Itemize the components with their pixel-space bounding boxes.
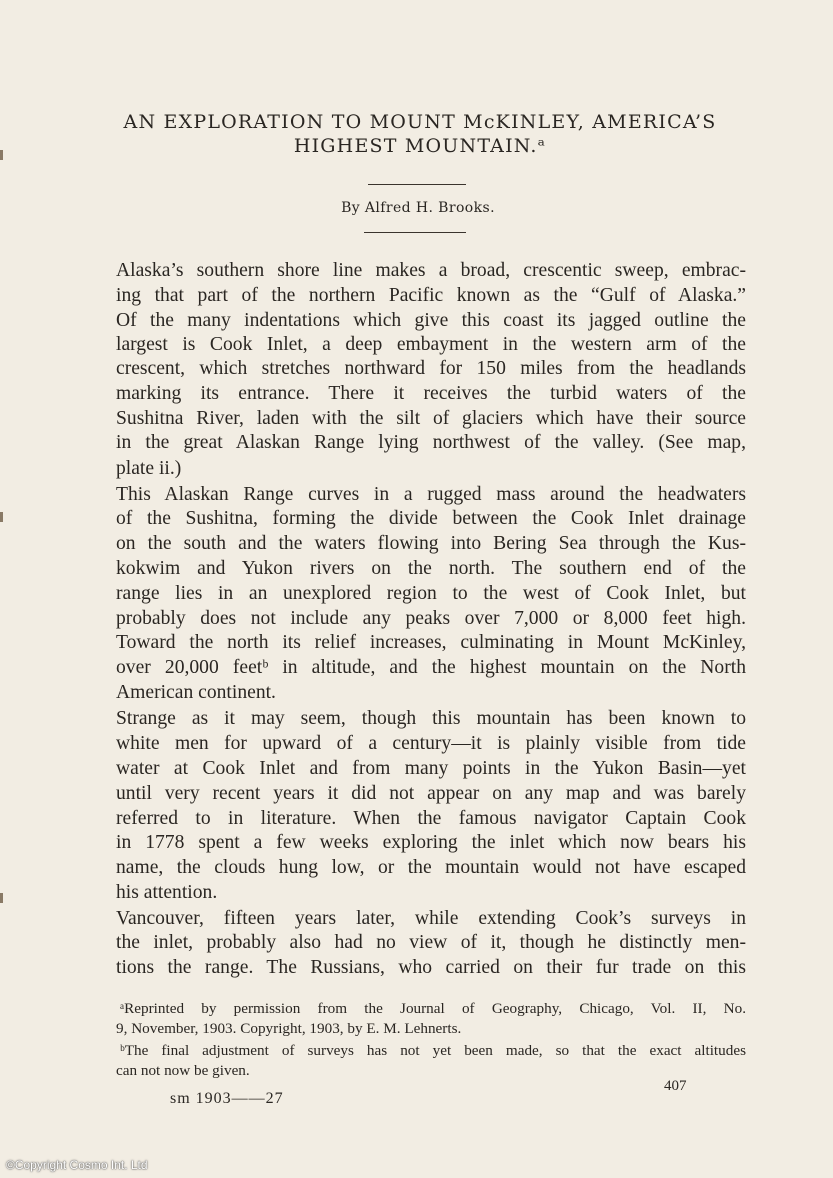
body-line: ing that part of the northern Pacific known as the “Gulf of Alaska.” — [116, 285, 746, 306]
footnote-line: ᵇThe final adjustment of surveys has not yet been made, so that the exact altitudes — [120, 1042, 746, 1059]
body-line: his attention. — [116, 882, 218, 903]
body-line: probably does not include any peaks over 7,000 or 8,000 feet high. — [116, 608, 746, 629]
body-line: in 1778 spent a few weeks exploring the inlet which now bears his — [116, 832, 746, 853]
article-title-line-1: AN EXPLORATION TO MOUNT McKINLEY, AMERICA’S — [123, 111, 717, 133]
body-line: largest is Cook Inlet, a deep embayment in the western arm of the — [116, 334, 746, 355]
body-line: tions the range. The Russians, who carried on their fur trade on this — [116, 957, 746, 978]
body-line: Of the many indentations which give this coast its jagged outline the — [116, 310, 746, 331]
body-line: the inlet, probably also had no view of it, though he distinctly men- — [116, 932, 746, 953]
body-line: Vancouver, fifteen years later, while extending Cook’s surveys in — [116, 908, 746, 929]
body-line: water at Cook Inlet and from many points in the Yukon Basin—yet — [116, 758, 746, 779]
body-line: plate ii.) — [116, 458, 182, 479]
body-line: Toward the north its relief increases, culminating in Mount McKinley, — [116, 632, 746, 653]
body-line: marking its entrance. There it receives the turbid waters of the — [116, 383, 746, 404]
body-line: This Alaskan Range curves in a rugged mass around the headwaters — [116, 484, 746, 505]
footnote-line: can not now be given. — [116, 1062, 250, 1079]
edge-mark — [0, 150, 3, 160]
body-line: in the great Alaskan Range lying northwest of the valley. (See map, — [116, 432, 746, 453]
body-line: Strange as it may seem, though this mountain has been known to — [116, 708, 746, 729]
body-line: on the south and the waters flowing into Bering Sea through the Kus- — [116, 533, 746, 554]
body-line: crescent, which stretches northward for 150 miles from the headlands — [116, 358, 746, 379]
body-line: Sushitna River, laden with the silt of glaciers which have their source — [116, 408, 746, 429]
article-title-line-2: HIGHEST MOUNTAIN.ᵃ — [293, 135, 547, 157]
body-line: name, the clouds hung low, or the mountain would not have escaped — [116, 857, 746, 878]
footnote-line: ᵃReprinted by permission from the Journal of Geography, Chicago, Vol. II, No. — [120, 1000, 746, 1017]
body-line: range lies in an unexplored region to the west of Cook Inlet, but — [116, 583, 746, 604]
edge-mark — [0, 512, 3, 522]
byline-divider — [364, 232, 466, 233]
body-line: American continent. — [116, 682, 276, 703]
body-line: Alaska’s southern shore line makes a broad, crescentic sweep, embrac- — [116, 260, 746, 281]
copyright-watermark: ©Copyright Cosmo Int. Ltd — [6, 1158, 148, 1172]
printer-signature: sm 1903——27 — [170, 1090, 284, 1107]
body-line: over 20,000 feetᵇ in altitude, and the highest mountain on the North — [116, 657, 746, 678]
body-line: of the Sushitna, forming the divide between the Cook Inlet drainage — [116, 508, 746, 529]
edge-mark — [0, 893, 3, 903]
body-line: white men for upward of a century—it is plainly visible from tide — [116, 733, 746, 754]
body-line: referred to in literature. When the famous navigator Captain Cook — [116, 808, 746, 829]
body-line: kokwim and Yukon rivers on the north. The southern end of the — [116, 558, 746, 579]
body-line: until very recent years it did not appear on any map and was barely — [116, 783, 746, 804]
title-divider — [368, 184, 466, 185]
page-number: 407 — [664, 1078, 687, 1094]
author-byline: By Alfred H. Brooks. — [341, 200, 495, 216]
footnote-line: 9, November, 1903. Copyright, 1903, by E. M. Lehnerts. — [116, 1020, 462, 1037]
